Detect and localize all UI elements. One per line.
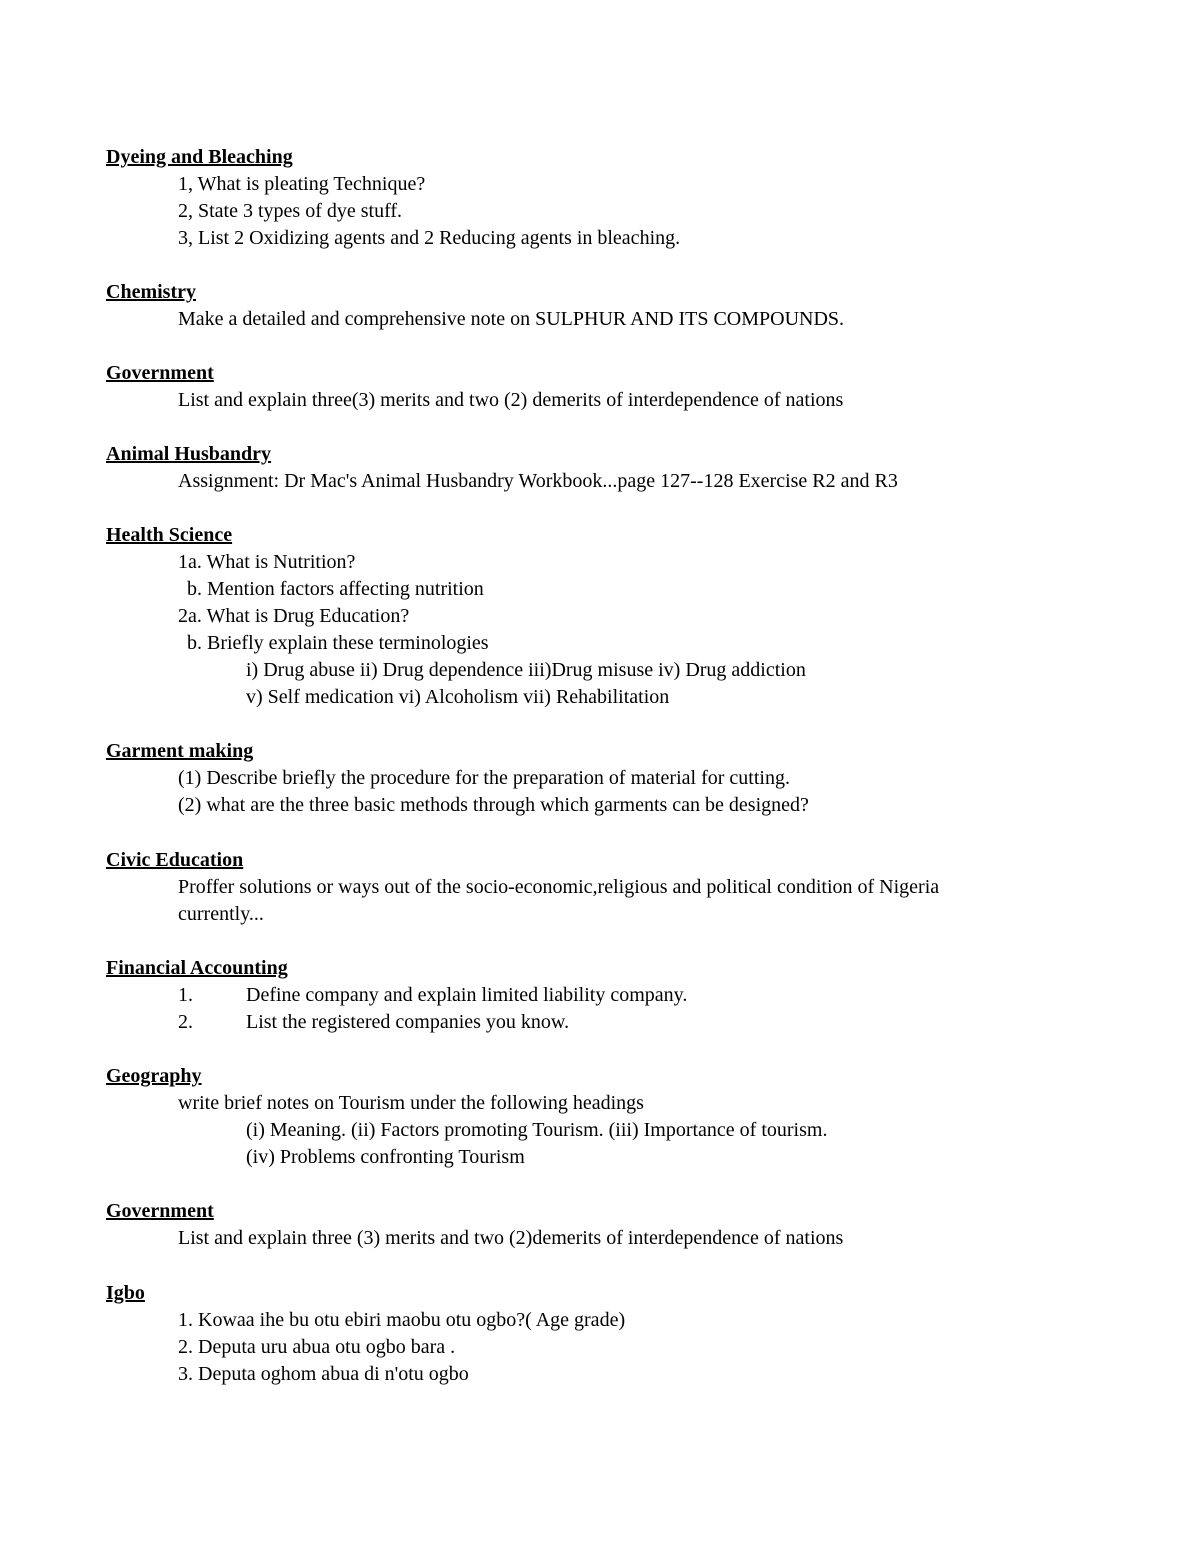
section-heading-civic-education: Civic Education [106,849,244,871]
dyeing-question-3: 3, List 2 Oxidizing agents and 2 Reducing agents in bleaching. [178,227,681,249]
chemistry-task: Make a detailed and comprehensive note on SULPHUR AND ITS COMPOUNDS. [178,308,845,330]
health-question-2b: b. Briefly explain these terminologies [187,632,489,654]
section-heading-financial-accounting: Financial Accounting [106,957,288,979]
government-task: List and explain three(3) merits and two (2) demerits of interdependence of nations [178,389,844,411]
civic-task-line-1: Proffer solutions or ways out of the socio-economic,religious and political condition of Nigeria [178,876,940,898]
section-heading-chemistry: Chemistry [106,281,196,303]
health-question-2a: 2a. What is Drug Education? [178,605,410,627]
section-heading-government: Government [106,362,214,384]
geography-headings-line-1: (i) Meaning. (ii) Factors promoting Tourism. (iii) Importance of tourism. [246,1119,828,1141]
dyeing-question-1: 1, What is pleating Technique? [178,173,426,195]
section-heading-government-2: Government [106,1200,214,1222]
health-terminologies-line-2: v) Self medication vi) Alcoholism vii) Rehabilitation [246,686,670,708]
dyeing-question-2: 2, State 3 types of dye stuff. [178,200,403,222]
health-question-1a: 1a. What is Nutrition? [178,551,356,573]
animal-husbandry-task: Assignment: Dr Mac's Animal Husbandry Workbook...page 127--128 Exercise R2 and R3 [178,470,898,492]
igbo-question-2: 2. Deputa uru abua otu ogbo bara . [178,1336,456,1358]
accounting-item-number-1: 1. [178,984,193,1006]
garment-question-2: (2) what are the three basic methods through which garments can be designed? [178,794,809,816]
health-terminologies-line-1: i) Drug abuse ii) Drug dependence iii)Drug misuse iv) Drug addiction [246,659,806,681]
section-heading-animal-husbandry: Animal Husbandry [106,443,272,465]
government-2-task: List and explain three (3) merits and two (2)demerits of interdependence of nations [178,1227,844,1249]
section-heading-geography: Geography [106,1065,202,1087]
geography-headings-line-2: (iv) Problems confronting Tourism [246,1146,525,1168]
igbo-question-3: 3. Deputa oghom abua di n'otu ogbo [178,1363,469,1385]
section-heading-garment-making: Garment making [106,740,254,762]
section-heading-dyeing-bleaching: Dyeing and Bleaching [106,146,293,168]
igbo-question-1: 1. Kowaa ihe bu otu ebiri maobu otu ogbo?( Age grade) [178,1309,626,1331]
accounting-item-text-1: Define company and explain limited liability company. [246,984,688,1006]
health-question-1b: b. Mention factors affecting nutrition [187,578,484,600]
garment-question-1: (1) Describe briefly the procedure for the preparation of material for cutting. [178,767,790,789]
section-heading-health-science: Health Science [106,524,233,546]
section-heading-igbo: Igbo [106,1282,145,1304]
geography-task: write brief notes on Tourism under the following headings [178,1092,644,1114]
civic-task-line-2: currently... [178,903,264,925]
accounting-item-text-2: List the registered companies you know. [246,1011,570,1033]
accounting-item-number-2: 2. [178,1011,193,1033]
